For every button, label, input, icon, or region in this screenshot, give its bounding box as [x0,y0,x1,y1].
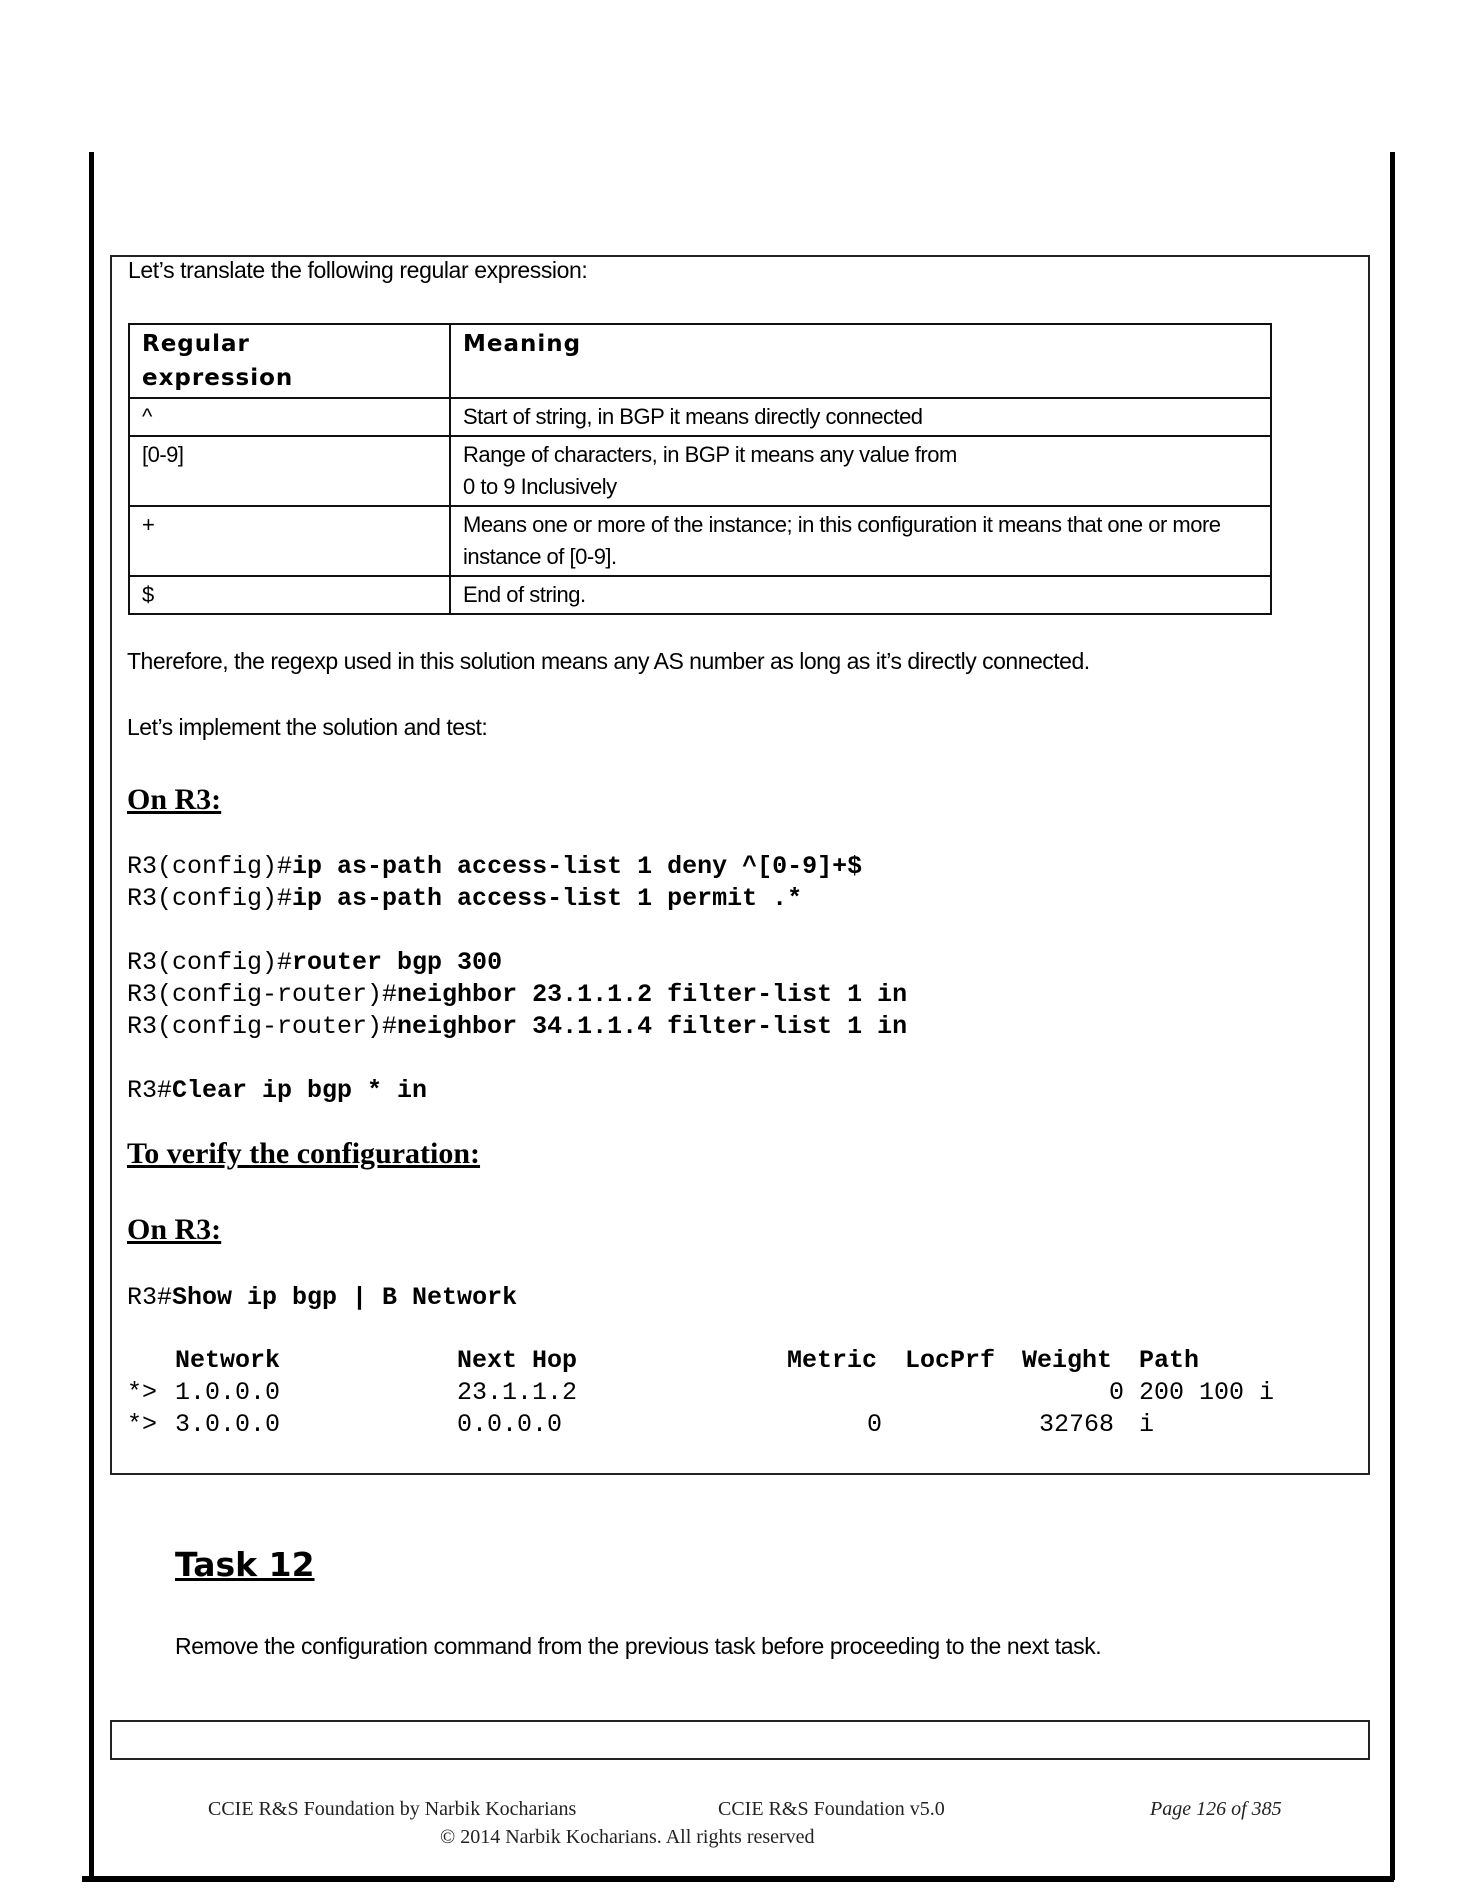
table-row [129,576,1271,614]
col-path: Path [1139,1346,1200,1375]
col-locprf: LocPrf [905,1346,996,1375]
page-border-bottom [82,1876,1394,1882]
footer-left: CCIE R&S Foundation by Narbik Kocharians [208,1798,577,1820]
regex-expr: $ [129,576,450,614]
table-row [129,506,1271,576]
command: neighbor 23.1.1.2 filter-list 1 in [397,980,908,1009]
table-row [127,1409,1155,1441]
regex-meaning: Range of characters, in BGP it means any value from 0 to 9 Inclusively [450,436,1271,506]
header-regex-line1: Regular [142,331,250,357]
footer-page-number: Page 126 of 385 [1150,1798,1282,1820]
heading-verify: To verify the configuration: [127,1137,481,1170]
bgp-table [127,1345,1275,1441]
header-regex-line2: expression [142,365,294,391]
prompt: R3(config)# [127,948,293,977]
route-next-hop: 23.1.1.2 [457,1378,578,1407]
regex-expr: [0-9] [129,436,450,506]
route-path: 200 100 i [1139,1378,1275,1407]
regex-table [128,323,1272,615]
footer-center: CCIE R&S Foundation v5.0 [718,1798,945,1820]
table-row [127,1377,1275,1409]
implement-text: Let’s implement the solution and test: [127,714,488,740]
config-line [127,979,907,1011]
prompt: R3# [127,1076,173,1105]
config-block [127,851,907,1107]
command: router bgp 300 [292,948,503,977]
heading-on-r3-verify: On R3: [127,1213,222,1246]
route-status: *> [127,1378,158,1407]
config-line [127,947,907,979]
col-weight: Weight [1022,1346,1113,1375]
table-row [129,436,1271,506]
route-network: 1.0.0.0 [175,1378,281,1407]
regex-meaning: Means one or more of the instance; in this configuration it means that one or more instance of [0-9]. [450,506,1271,576]
regex-expr: + [129,506,450,576]
heading-on-r3: On R3: [127,783,222,816]
command: ip as-path access-list 1 deny ^[0-9]+$ [292,852,863,881]
col-metric: Metric [787,1346,878,1375]
route-status: *> [127,1410,158,1439]
route-weight: 32768 [1039,1410,1115,1439]
config-line [127,883,907,915]
config-line [127,915,907,947]
route-next-hop: 0.0.0.0 [457,1410,563,1439]
prompt: R3(config)# [127,884,293,913]
table-row [129,398,1271,436]
route-metric: 0 [867,1410,883,1439]
header-meaning: Meaning [450,324,1271,398]
intro-text: Let’s translate the following regular expression: [128,257,588,283]
regex-table-header [129,324,1271,398]
bgp-table-header [127,1345,1200,1377]
config-line [127,1075,907,1107]
command: Clear ip bgp * in [172,1076,428,1105]
header-regex [129,324,450,398]
regex-meaning: Start of string, in BGP it means directly connected [450,398,1271,436]
page-border-left [89,152,94,1880]
command: Show ip bgp | B Network [172,1283,518,1312]
prompt: R3# [127,1283,173,1312]
prompt: R3(config)# [127,852,293,881]
route-network: 3.0.0.0 [175,1410,281,1439]
footer-copyright: © 2014 Narbik Kocharians. All rights reserved [440,1826,815,1848]
task-title: Task 12 [175,1545,315,1584]
col-network: Network [175,1346,281,1375]
command: ip as-path access-list 1 permit .* [292,884,803,913]
col-next-hop: Next Hop [457,1346,578,1375]
command: neighbor 34.1.1.4 filter-list 1 in [397,1012,908,1041]
route-path: i [1139,1410,1155,1439]
page-border-right [1390,152,1395,1880]
config-line [127,851,907,883]
prompt: R3(config-router)# [127,980,398,1009]
show-command [127,1282,517,1314]
config-line [127,1011,907,1043]
conclusion-text: Therefore, the regexp used in this solution means any AS number as long as it’s directly connected. [127,648,1090,674]
regex-expr: ^ [129,398,450,436]
prompt: R3(config-router)# [127,1012,398,1041]
task-body: Remove the configuration command from the previous task before proceeding to the next task. [175,1633,1102,1659]
regex-meaning: End of string. [450,576,1271,614]
route-weight: 0 [1109,1378,1125,1407]
empty-box [110,1720,1370,1760]
config-line [127,1043,907,1075]
